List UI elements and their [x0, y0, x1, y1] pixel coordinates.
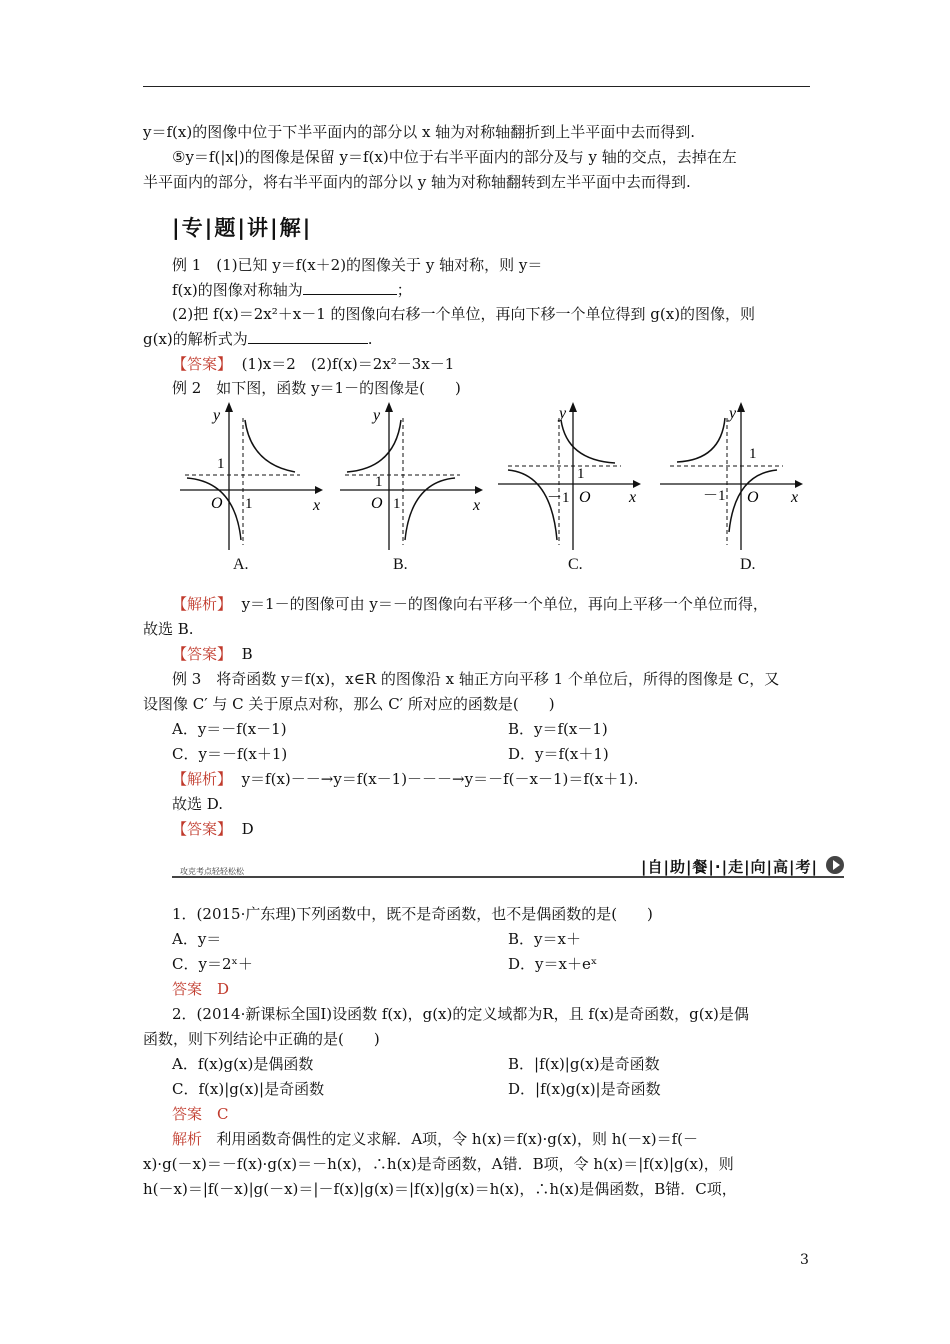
ex3-option-b[interactable]: B．y＝f(x－1): [508, 720, 608, 738]
q2-answer: 答案 C: [172, 1105, 229, 1123]
graph-c-origin-label: O: [579, 489, 591, 506]
x-axis-arrow: [795, 480, 803, 488]
graph-a-x-label: x: [313, 497, 321, 514]
ex2-stem: 例 2 如下图，函数 y＝1－的图像是( ): [172, 379, 461, 397]
ex1-answer-text: (1)x＝2 (2)f(x)＝2x²－3x－1: [241, 355, 455, 373]
header-rule: [143, 86, 810, 87]
graph-b-y-label: y: [373, 407, 381, 424]
ex3-analysis-text: y＝f(x)－－→y＝f(x－1)－－－→y＝－f(－x－1)＝f(x＋1).: [241, 770, 639, 788]
graph-a-one-label: 1: [245, 496, 253, 512]
graph-d-option: D.: [740, 556, 756, 573]
graph-a-y-label: y: [213, 407, 221, 424]
ex1-line-4-end: .: [367, 330, 373, 348]
q2-stem-1: 2．(2014·新课标全国Ⅰ)设函数 f(x)，g(x)的定义域都为R，且 f(x)是奇函数，g(x)是偶: [172, 1005, 749, 1023]
answer-tag: 【答案】: [172, 355, 233, 373]
q1-option-d[interactable]: D．y＝x＋eˣ: [508, 955, 598, 973]
graph-c[interactable]: [493, 400, 643, 550]
graph-c-option: C.: [568, 556, 583, 573]
ex3-option-a[interactable]: A．y＝－f(x－1): [172, 720, 287, 738]
curve-branch-left: [347, 420, 401, 472]
y-axis-arrow: [385, 402, 393, 412]
graph-b-one-label: 1: [393, 496, 401, 512]
q2-analysis-1: [172, 1127, 698, 1151]
q2-analysis-text: 利用函数奇偶性的定义求解．A项，令 h(x)＝f(x)·g(x)，则 h(－x)＝f(－: [216, 1130, 699, 1148]
graph-b[interactable]: [335, 400, 485, 550]
curve-branch-right: [245, 420, 295, 472]
ex2-analysis-2: 故选 B.: [143, 620, 194, 638]
graph-c-neg-one-label: －1: [547, 490, 570, 506]
curve-branch-right: [405, 478, 455, 540]
graph-b-x-label: x: [473, 497, 481, 514]
ex3-analysis: [172, 767, 638, 791]
q2-option-a[interactable]: A．f(x)g(x)是偶函数: [172, 1055, 314, 1073]
graph-a[interactable]: [175, 400, 325, 550]
ex1-answer: [172, 352, 454, 376]
q2-analysis-2: x)·g(－x)＝－f(x)·g(x)＝－h(x)，∴h(x)是奇函数，A错．B项，令 h(x)＝|f(x)|g(x)，则: [143, 1155, 734, 1173]
graph-c-x-label: x: [629, 489, 637, 506]
graph-d-one-y-label: 1: [749, 446, 757, 462]
graph-a-option: A.: [233, 556, 249, 573]
x-axis-arrow: [315, 486, 323, 494]
analysis-tag: 【解析】: [172, 770, 233, 788]
section-heading: |专|题|讲|解|: [172, 216, 313, 240]
graph-b-option: B.: [393, 556, 408, 573]
banner-right-text: |自|助|餐|·|走|向|高|考|: [640, 858, 818, 876]
q1-option-c[interactable]: C．y＝2ˣ＋: [172, 955, 253, 973]
graph-d-neg-one-label: －1: [703, 488, 726, 504]
ex1-line-2-text: f(x)的图像对称轴为: [172, 281, 303, 299]
y-axis-arrow: [569, 402, 577, 412]
graph-b-origin-label: O: [371, 495, 383, 512]
q1-stem: 1．(2015·广东理)下列函数中，既不是奇函数，也不是偶函数的是( ): [172, 905, 653, 923]
ex3-analysis-2: 故选 D.: [172, 795, 224, 813]
q1-option-a[interactable]: A．y＝: [172, 930, 222, 948]
x-axis-arrow: [633, 480, 641, 488]
graph-d-y-label: y: [729, 405, 737, 422]
ex3-line-1: 例 3 将奇函数 y＝f(x)，x∈R 的图像沿 x 轴正方向平移 1 个单位后，所得的图像是 C，又: [172, 670, 780, 688]
graph-d-origin-label: O: [747, 489, 759, 506]
analysis-tag: 解析: [172, 1130, 203, 1148]
section-banner: [172, 854, 844, 878]
banner-left-text: 攻克考点轻轻松松: [180, 867, 244, 876]
ex2-analysis: [172, 592, 768, 616]
play-arrow-icon: [826, 856, 844, 874]
answer-tag: 【答案】: [172, 645, 233, 663]
q2-analysis-3: h(－x)＝|f(－x)|g(－x)＝|－f(x)|g(x)＝|f(x)|g(x)＝h(x)，∴h(x)是偶函数，B错．C项，: [143, 1180, 737, 1198]
q1-answer: 答案 D: [172, 980, 230, 998]
ex3-option-c[interactable]: C．y＝－f(x＋1): [172, 745, 288, 763]
ex2-answer-text: B: [241, 645, 253, 663]
curve-branch-left: [677, 418, 725, 462]
ex3-answer-text: D: [241, 820, 254, 838]
answer-tag: 【答案】: [172, 820, 233, 838]
intro-line-3: 半平面内的部分，将右半平面内的部分以 y 轴为对称轴翻转到左半平面中去而得到.: [143, 173, 691, 191]
y-axis-arrow: [225, 402, 233, 412]
graph-c-y-label: y: [559, 405, 567, 422]
ex1-line-4-text: g(x)的解析式为: [143, 330, 248, 348]
ex1-blank-1[interactable]: [303, 278, 397, 295]
y-axis-arrow: [737, 402, 745, 412]
graph-a-origin-label: O: [211, 495, 223, 512]
graph-d[interactable]: [655, 400, 805, 550]
ex1-blank-2[interactable]: [248, 327, 368, 344]
q2-option-b[interactable]: B．|f(x)|g(x)是奇函数: [508, 1055, 660, 1073]
ex3-answer: [172, 817, 254, 841]
curve-branch-right: [561, 420, 615, 463]
banner-rule: [172, 876, 844, 878]
graph-b-one-y-label: 1: [375, 474, 383, 490]
analysis-tag: 【解析】: [172, 595, 233, 613]
ex1-line-2: [172, 278, 412, 302]
ex2-analysis-text: y＝1－的图像可由 y＝－的图像向右平移一个单位，再向上平移一个单位而得，: [241, 595, 768, 613]
q2-option-d[interactable]: D．|f(x)g(x)|是奇函数: [508, 1080, 661, 1098]
page-number: 3: [800, 1252, 809, 1268]
ex2-answer: [172, 642, 253, 666]
q2-stem-2: 函数，则下列结论中正确的是( ): [143, 1030, 380, 1048]
intro-line-2: ⑤y＝f(|x|)的图像是保留 y＝f(x)中位于右半平面内的部分及与 y 轴的交点，去掉在左: [172, 148, 737, 166]
ex1-line-2-end: ；: [396, 281, 412, 299]
intro-line-1: y＝f(x)的图像中位于下半平面内的部分以 x 轴为对称轴翻折到上半平面中去而得到.: [143, 123, 695, 141]
graph-a-one-y-label: 1: [217, 456, 225, 472]
ex1-line-4: [143, 327, 373, 351]
graph-c-one-y-label: 1: [577, 466, 585, 482]
q1-option-b[interactable]: B．y＝x＋: [508, 930, 581, 948]
graph-d-x-label: x: [791, 489, 799, 506]
q2-option-c[interactable]: C．f(x)|g(x)|是奇函数: [172, 1080, 325, 1098]
ex3-option-d[interactable]: D．y＝f(x＋1): [508, 745, 609, 763]
ex1-line-1: 例 1 (1)已知 y＝f(x＋2)的图像关于 y 轴对称，则 y＝: [172, 256, 543, 274]
x-axis-arrow: [475, 486, 483, 494]
ex1-line-3: (2)把 f(x)＝2x²＋x－1 的图像向右移一个单位，再向下移一个单位得到 g(x)的图像，则: [172, 305, 756, 323]
ex3-line-2: 设图像 C′ 与 C 关于原点对称，那么 C′ 所对应的函数是( ): [143, 695, 555, 713]
